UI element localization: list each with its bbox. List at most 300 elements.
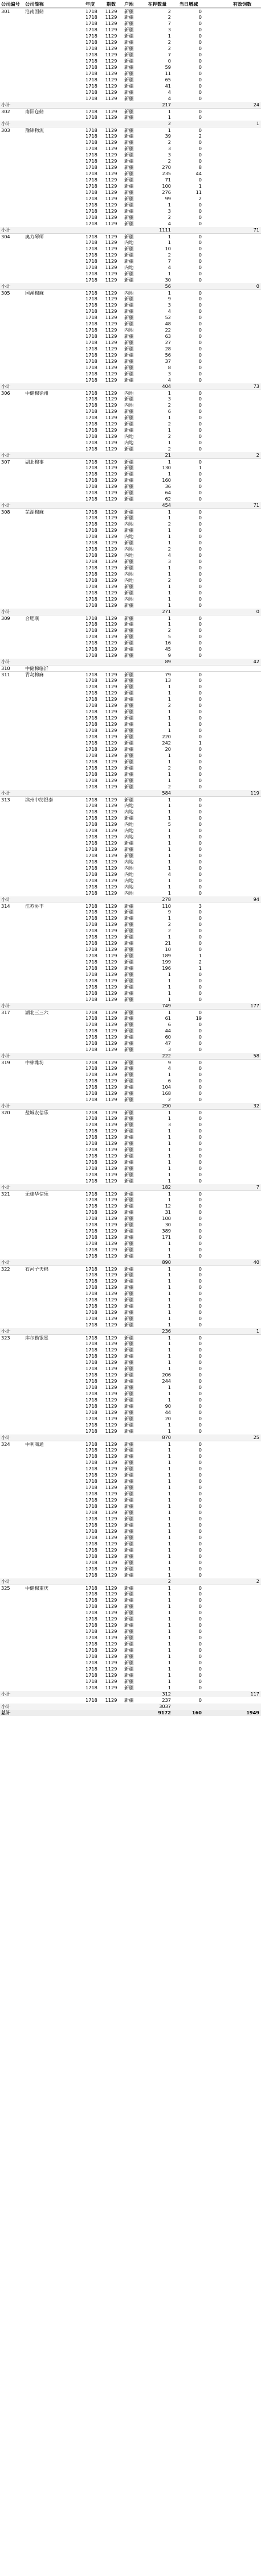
daily-change-cell: 0	[198, 584, 202, 589]
year-cell: 1718	[85, 646, 97, 652]
qty-cell: 1	[168, 1309, 171, 1315]
table-row	[0, 264, 261, 271]
period-cell: 1129	[105, 396, 117, 402]
table-row	[0, 734, 261, 740]
table-row	[0, 928, 261, 934]
qty-cell: 1	[168, 846, 171, 852]
period-cell: 1129	[105, 239, 117, 245]
origin-cell: 新疆	[124, 365, 134, 370]
period-cell: 1129	[105, 483, 117, 489]
table-row	[0, 1228, 261, 1234]
table-row	[0, 1040, 261, 1047]
table-row	[0, 1491, 261, 1497]
origin-cell: 新疆	[124, 621, 134, 627]
year-cell: 1718	[85, 1134, 97, 1140]
year-cell: 1718	[85, 890, 97, 896]
table-row	[0, 20, 261, 27]
qty-cell: 276	[162, 189, 171, 195]
year-cell: 1718	[85, 721, 97, 727]
origin-cell: 新疆	[124, 9, 134, 14]
daily-change-cell: 0	[198, 1084, 202, 1090]
daily-change-cell: 0	[198, 1353, 202, 1359]
company-name: 湖北棉事	[25, 459, 44, 465]
year-cell: 1718	[85, 534, 97, 539]
table-row	[0, 809, 261, 815]
subtotal-qty: 21	[165, 452, 171, 458]
qty-cell: 3	[168, 208, 171, 214]
grand-total-row	[0, 1710, 261, 1716]
origin-cell: 新疆	[124, 1234, 134, 1240]
header-year: 年度	[85, 1, 95, 7]
daily-change-cell: 0	[198, 727, 202, 733]
year-cell: 1718	[85, 1678, 97, 1684]
daily-change-cell: 0	[198, 1672, 202, 1678]
qty-cell: 1	[168, 809, 171, 814]
period-cell: 1129	[105, 1128, 117, 1134]
subtotal-valid: 177	[250, 1003, 259, 1008]
daily-change-cell: 0	[198, 177, 202, 183]
qty-cell: 45	[165, 646, 171, 652]
qty-cell: 1	[168, 1566, 171, 1572]
table-row	[0, 740, 261, 746]
period-cell: 1129	[105, 1647, 117, 1653]
qty-cell: 242	[162, 740, 171, 746]
origin-cell: 新疆	[124, 89, 134, 95]
subtotal-row	[0, 1328, 261, 1334]
daily-change-cell: 0	[198, 1566, 202, 1572]
period-cell: 1129	[105, 371, 117, 377]
period-cell: 1129	[105, 1635, 117, 1640]
qty-cell: 1	[168, 709, 171, 714]
daily-change-cell: 0	[198, 702, 202, 708]
origin-cell: 新疆	[124, 590, 134, 596]
table-row	[0, 221, 261, 227]
year-cell: 1718	[85, 258, 97, 264]
year-cell: 1718	[85, 252, 97, 258]
daily-change-cell: 0	[198, 1316, 202, 1321]
year-cell: 1718	[85, 1191, 97, 1197]
origin-cell: 新疆	[124, 1497, 134, 1503]
origin-cell: 新疆	[124, 540, 134, 545]
table-row	[0, 89, 261, 96]
daily-change-cell: 0	[198, 1541, 202, 1547]
origin-cell: 新疆	[124, 1678, 134, 1684]
qty-cell: 48	[165, 321, 171, 326]
qty-cell: 1	[168, 1635, 171, 1640]
daily-change-cell: 0	[198, 1478, 202, 1484]
daily-change-cell: 0	[198, 1028, 202, 1033]
table-row	[0, 721, 261, 727]
subtotal-label: 小计	[1, 102, 11, 107]
daily-change-cell: 0	[198, 271, 202, 276]
qty-cell: 168	[162, 1090, 171, 1096]
qty-cell: 1	[168, 803, 171, 808]
daily-change-cell: 0	[198, 1603, 202, 1609]
daily-change-cell: 8	[198, 164, 202, 170]
daily-change-cell: 0	[198, 1522, 202, 1528]
subtotal-valid: 119	[250, 790, 259, 796]
origin-cell: 新疆	[124, 1466, 134, 1471]
subtotal-qty: 278	[162, 896, 171, 902]
origin-cell: 新疆	[124, 1272, 134, 1277]
subtotal-qty: 89	[165, 659, 171, 664]
year-cell: 1718	[85, 1685, 97, 1690]
period-cell: 1129	[105, 9, 117, 14]
daily-change-cell: 0	[198, 646, 202, 652]
period-cell: 1129	[105, 1284, 117, 1290]
year-cell: 1718	[85, 921, 97, 927]
period-cell: 1129	[105, 727, 117, 733]
period-cell: 1129	[105, 1165, 117, 1171]
daily-change-cell: 0	[198, 559, 202, 564]
period-cell: 1129	[105, 803, 117, 808]
origin-cell: 新疆	[124, 677, 134, 683]
period-cell: 1129	[105, 1047, 117, 1052]
daily-change-cell: 0	[198, 490, 202, 495]
qty-cell: 2	[168, 421, 171, 427]
period-cell: 1129	[105, 64, 117, 70]
subtotal-label: 小计	[1, 1103, 11, 1109]
origin-cell: 新疆	[124, 634, 134, 639]
daily-change-cell: 0	[198, 1203, 202, 1209]
year-cell: 1718	[85, 1278, 97, 1284]
period-cell: 1129	[105, 1685, 117, 1690]
qty-cell: 1	[168, 971, 171, 977]
origin-cell: 新疆	[124, 846, 134, 852]
table-row	[0, 1022, 261, 1028]
period-cell: 1129	[105, 208, 117, 214]
year-cell: 1718	[85, 440, 97, 445]
year-cell: 1718	[85, 521, 97, 527]
qty-cell: 44	[165, 1409, 171, 1415]
period-cell: 1129	[105, 1322, 117, 1328]
table-row	[0, 884, 261, 890]
daily-change-cell: 0	[198, 277, 202, 283]
year-cell: 1718	[85, 1453, 97, 1459]
subtotal-row	[0, 1703, 261, 1710]
period-cell: 1129	[105, 759, 117, 764]
daily-change-cell: 1	[198, 953, 202, 958]
qty-cell: 2	[168, 921, 171, 927]
qty-cell: 31	[165, 1209, 171, 1215]
period-cell: 1129	[105, 96, 117, 101]
qty-cell: 1	[168, 1453, 171, 1459]
qty-cell: 244	[162, 1378, 171, 1384]
period-cell: 1129	[105, 878, 117, 883]
qty-cell: 2	[168, 546, 171, 552]
table-row	[0, 1341, 261, 1347]
period-cell: 1129	[105, 721, 117, 727]
table-row	[0, 1172, 261, 1178]
year-cell: 1718	[85, 1397, 97, 1403]
qty-cell: 1	[168, 1641, 171, 1647]
daily-change-cell: 2	[198, 133, 202, 139]
period-cell: 1129	[105, 921, 117, 927]
year-cell: 1718	[85, 1128, 97, 1134]
period-cell: 1129	[105, 1309, 117, 1315]
table-row	[0, 396, 261, 402]
origin-cell: 新疆	[124, 853, 134, 858]
period-cell: 1129	[105, 615, 117, 621]
period-cell: 1129	[105, 258, 117, 264]
qty-cell: 1	[168, 596, 171, 602]
year-cell: 1718	[85, 33, 97, 39]
origin-cell: 新疆	[124, 164, 134, 170]
year-cell: 1718	[85, 1697, 97, 1703]
year-cell: 1718	[85, 1034, 97, 1040]
qty-cell: 389	[162, 1228, 171, 1234]
origin-cell: 新疆	[124, 1372, 134, 1378]
table-row	[0, 1359, 261, 1366]
period-cell: 1129	[105, 358, 117, 364]
origin-cell: 新疆	[124, 1253, 134, 1259]
year-cell: 1718	[85, 1115, 97, 1121]
period-cell: 1129	[105, 1597, 117, 1603]
subtotal-qty: 290	[162, 1103, 171, 1109]
period-cell: 1129	[105, 1040, 117, 1046]
period-cell: 1129	[105, 846, 117, 852]
qty-cell: 1	[168, 1628, 171, 1634]
origin-cell: 新疆	[124, 139, 134, 145]
origin-cell: 内地	[124, 433, 134, 439]
daily-change-cell: 0	[198, 1341, 202, 1346]
period-cell: 1129	[105, 52, 117, 57]
year-cell: 1718	[85, 1090, 97, 1096]
qty-cell: 1	[168, 1341, 171, 1346]
period-cell: 1129	[105, 1234, 117, 1240]
company-code: 314	[1, 903, 10, 909]
period-cell: 1129	[105, 978, 117, 983]
origin-cell: 新疆	[124, 189, 134, 195]
year-cell: 1718	[85, 371, 97, 377]
daily-change-cell: 0	[198, 1616, 202, 1622]
subtotal-qty: 749	[162, 1003, 171, 1008]
origin-cell: 新疆	[124, 990, 134, 996]
origin-cell: 新疆	[124, 396, 134, 402]
period-cell: 1129	[105, 315, 117, 320]
table-row	[0, 871, 261, 878]
year-cell: 1718	[85, 483, 97, 489]
origin-cell: 内地	[124, 327, 134, 333]
qty-cell: 20	[165, 1416, 171, 1421]
daily-change-cell: 0	[198, 515, 202, 520]
company-code: 302	[1, 109, 10, 114]
origin-cell: 新疆	[124, 509, 134, 515]
daily-change-cell: 0	[198, 596, 202, 602]
header-daily-change: 当日增减	[179, 1, 198, 7]
daily-change-cell: 0	[198, 878, 202, 883]
qty-cell: 1	[168, 1110, 171, 1115]
year-cell: 1718	[85, 152, 97, 158]
daily-change-cell: 0	[198, 114, 202, 120]
qty-cell: 1	[168, 884, 171, 890]
year-cell: 1718	[85, 771, 97, 777]
origin-cell: 新疆	[124, 515, 134, 520]
subtotal-qty: 584	[162, 790, 171, 796]
daily-change-cell: 0	[198, 884, 202, 890]
daily-change-cell: 0	[198, 984, 202, 990]
year-cell: 1718	[85, 1172, 97, 1177]
year-cell: 1718	[85, 9, 97, 14]
year-cell: 1718	[85, 114, 97, 120]
qty-cell: 1	[168, 990, 171, 996]
year-cell: 1718	[85, 1203, 97, 1209]
qty-cell: 1	[168, 759, 171, 764]
qty-cell: 1	[168, 984, 171, 990]
qty-cell: 237	[162, 1697, 171, 1703]
origin-cell: 新疆	[124, 1660, 134, 1665]
qty-cell: 1	[168, 584, 171, 589]
year-cell: 1718	[85, 640, 97, 646]
year-cell: 1718	[85, 446, 97, 452]
daily-change-cell: 0	[198, 1134, 202, 1140]
year-cell: 1718	[85, 727, 97, 733]
table-row	[0, 1553, 261, 1560]
period-cell: 1129	[105, 440, 117, 445]
period-cell: 1129	[105, 946, 117, 952]
table-row	[0, 921, 261, 928]
subtotal-valid: 71	[253, 227, 259, 233]
table-row	[0, 471, 261, 477]
period-cell: 1129	[105, 39, 117, 45]
table-row	[0, 984, 261, 990]
period-cell: 1129	[105, 552, 117, 558]
year-cell: 1718	[85, 477, 97, 483]
qty-cell: 10	[165, 946, 171, 952]
table-row	[0, 727, 261, 734]
qty-cell: 1	[168, 565, 171, 570]
origin-cell: 新疆	[124, 1359, 134, 1365]
period-cell: 1129	[105, 765, 117, 771]
period-cell: 1129	[105, 421, 117, 427]
year-cell: 1718	[85, 1084, 97, 1090]
table-row	[0, 1628, 261, 1635]
origin-cell: 新疆	[124, 177, 134, 183]
table-row	[0, 239, 261, 246]
year-cell: 1718	[85, 909, 97, 915]
qty-cell: 206	[162, 1372, 171, 1378]
qty-cell: 1	[168, 1447, 171, 1453]
qty-cell: 1	[168, 1485, 171, 1490]
year-cell: 1718	[85, 584, 97, 589]
qty-cell: 79	[165, 672, 171, 677]
qty-cell: 5	[168, 634, 171, 639]
origin-cell: 新疆	[124, 1060, 134, 1065]
qty-cell: 3	[168, 152, 171, 158]
table-row	[0, 246, 261, 252]
daily-change-cell: 0	[198, 33, 202, 39]
qty-cell: 2	[168, 402, 171, 408]
origin-cell: 内地	[124, 821, 134, 827]
table-row	[0, 327, 261, 333]
origin-cell: 新疆	[124, 1022, 134, 1027]
origin-cell: 新疆	[124, 1010, 134, 1015]
table-row	[0, 490, 261, 496]
company-code: 324	[1, 1441, 10, 1447]
year-cell: 1718	[85, 1272, 97, 1277]
origin-cell: 新疆	[124, 1353, 134, 1359]
origin-cell: 新疆	[124, 652, 134, 658]
period-cell: 1129	[105, 58, 117, 64]
period-cell: 1129	[105, 990, 117, 996]
origin-cell: 新疆	[124, 784, 134, 789]
year-cell: 1718	[85, 14, 97, 20]
qty-cell: 1	[168, 915, 171, 921]
origin-cell: 新疆	[124, 1560, 134, 1565]
daily-change-cell: 0	[198, 1335, 202, 1341]
origin-cell: 内地	[124, 264, 134, 270]
subtotal-valid: 1	[256, 121, 259, 126]
qty-cell: 2	[168, 214, 171, 220]
origin-cell: 新疆	[124, 1585, 134, 1591]
period-cell: 1129	[105, 352, 117, 358]
subtotal-row	[0, 790, 261, 796]
daily-change-cell: 0	[198, 52, 202, 57]
daily-change-cell: 0	[198, 246, 202, 251]
daily-change-cell: 0	[198, 1034, 202, 1040]
qty-cell: 1	[168, 427, 171, 433]
table-row	[0, 483, 261, 490]
daily-change-cell: 0	[198, 1678, 202, 1684]
table-row	[0, 1153, 261, 1159]
qty-cell: 1	[168, 1491, 171, 1496]
qty-cell: 1	[168, 1616, 171, 1622]
qty-cell: 130	[162, 465, 171, 470]
origin-cell: 新疆	[124, 1015, 134, 1021]
qty-cell: 1	[168, 840, 171, 846]
year-cell: 1718	[85, 803, 97, 808]
table-row	[0, 83, 261, 89]
period-cell: 1129	[105, 1297, 117, 1303]
origin-cell: 内地	[124, 402, 134, 408]
qty-cell: 1	[168, 1140, 171, 1146]
qty-cell: 2	[168, 158, 171, 164]
year-cell: 1718	[85, 840, 97, 846]
origin-cell: 新疆	[124, 1409, 134, 1415]
origin-cell: 新疆	[124, 1122, 134, 1127]
origin-cell: 新疆	[124, 114, 134, 120]
period-cell: 1129	[105, 934, 117, 940]
year-cell: 1718	[85, 859, 97, 865]
qty-cell: 2	[168, 928, 171, 933]
qty-cell: 30	[165, 277, 171, 283]
year-cell: 1718	[85, 984, 97, 990]
qty-cell: 1	[168, 1510, 171, 1515]
qty-cell: 2	[168, 446, 171, 452]
qty-cell: 1	[168, 1610, 171, 1615]
year-cell: 1718	[85, 1010, 97, 1015]
origin-cell: 新疆	[124, 1422, 134, 1428]
year-cell: 1718	[85, 946, 97, 952]
daily-change-cell: 0	[198, 408, 202, 414]
qty-cell: 1	[168, 1391, 171, 1396]
year-cell: 1718	[85, 189, 97, 195]
origin-cell: 新疆	[124, 1222, 134, 1227]
qty-cell: 2	[168, 577, 171, 583]
daily-change-cell: 0	[198, 821, 202, 827]
table-row	[0, 258, 261, 264]
year-cell: 1718	[85, 1303, 97, 1309]
qty-cell: 1	[168, 1647, 171, 1653]
period-cell: 1129	[105, 1428, 117, 1434]
origin-cell: 新疆	[124, 477, 134, 483]
table-header	[0, 1, 261, 8]
year-cell: 1718	[85, 77, 97, 82]
period-cell: 1129	[105, 1060, 117, 1065]
year-cell: 1718	[85, 1647, 97, 1653]
origin-cell: 新疆	[124, 1378, 134, 1384]
origin-cell: 新疆	[124, 721, 134, 727]
